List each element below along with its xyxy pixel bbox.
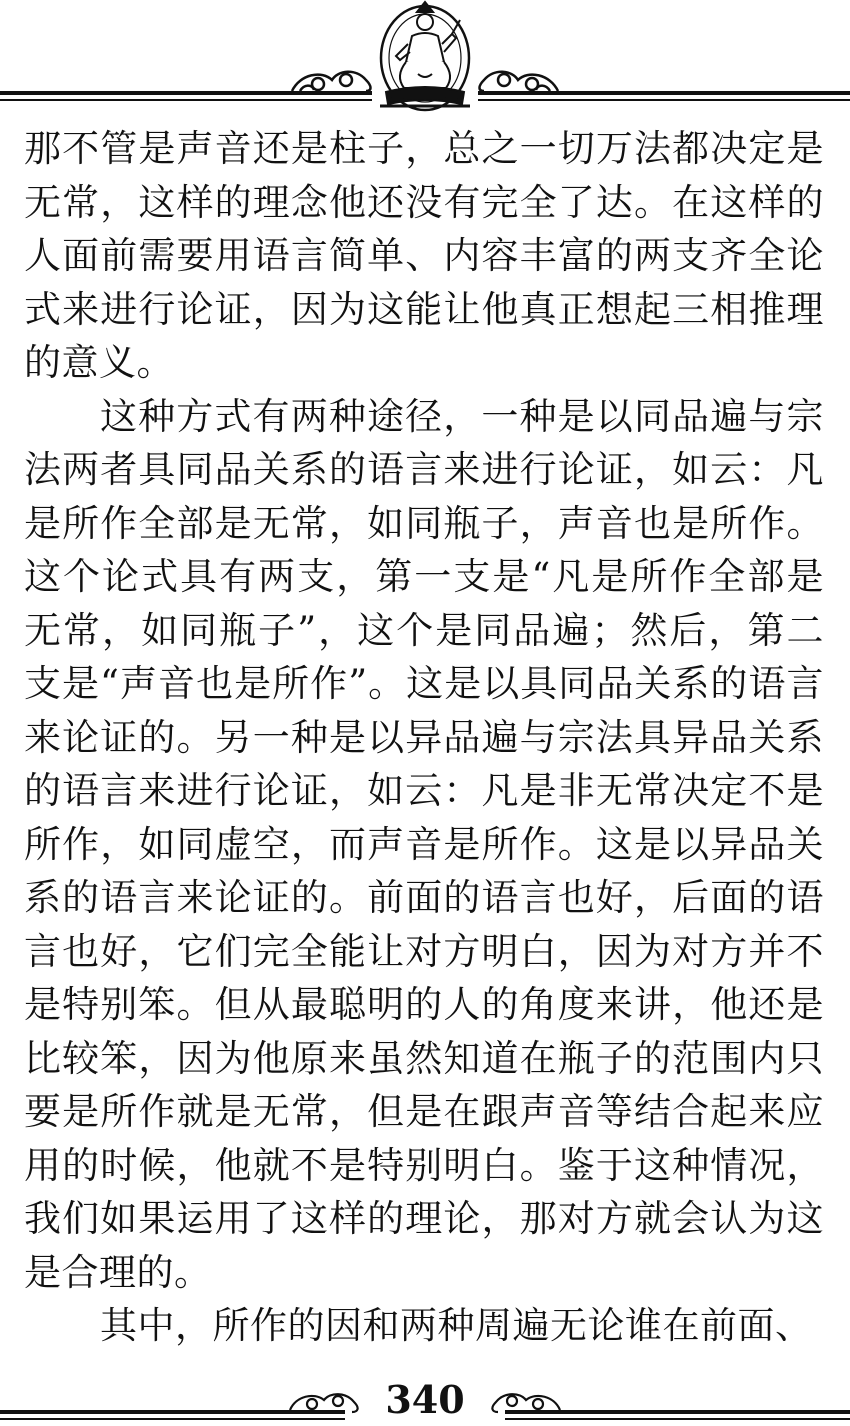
page-body [24,122,824,1353]
paragraph-3: 其中，所作的因和两种周遍无论谁在前面、 [100,1304,813,1347]
page-header-ornament [0,0,850,118]
page-footer [0,1370,850,1426]
paragraph-1: 那不管是声音还是柱子，总之一切万法都决定是无常，这样的理念他还没有完全了达。在这样的人面前需要用语言简单、内容丰富的两支齐全论式来进行论证，因为这能让他真正想起三相推理的意义。 [24,127,824,384]
cloud-scroll-right-icon [480,72,559,91]
seated-deity-figure-icon [380,2,470,110]
paragraph-2: 这种方式有两种途径，一种是以同品遍与宗法两者具同品关系的语言来进行论证，如云：凡是所作全部是无常，如同瓶子，声音也是所作。这个论式具有两支，第一支是“凡是所作全部是无常，如同瓶子”，这个是同品遍；然后，第二支是“声音也是所作”。这是以具同品关系的语言来论证的。另一种是以异品遍与宗法具异品关系的语言来进行论证，如云：凡是非无常决定不是所作，如同虚空，而声音是所作。这是以异品关系的语言来论证的。前面的语言也好，后面的语言也好，它们完全能让对方明白，因为对方并不是特别笨。但从最聪明的人的角度来讲，他还是比较笨，因为他原来虽然知道在瓶子的范围内只要是所作就是无常，但是在跟声音等结合起来应用的时候，他就不是特别明白。鉴于这种情况，我们如果运用了这样的理论，那对方就会认为这是合理的。 [24,394,824,1294]
header-rules [0,0,850,118]
cloud-scroll-left-icon [292,72,371,91]
page-number: 340 [385,1377,465,1422]
